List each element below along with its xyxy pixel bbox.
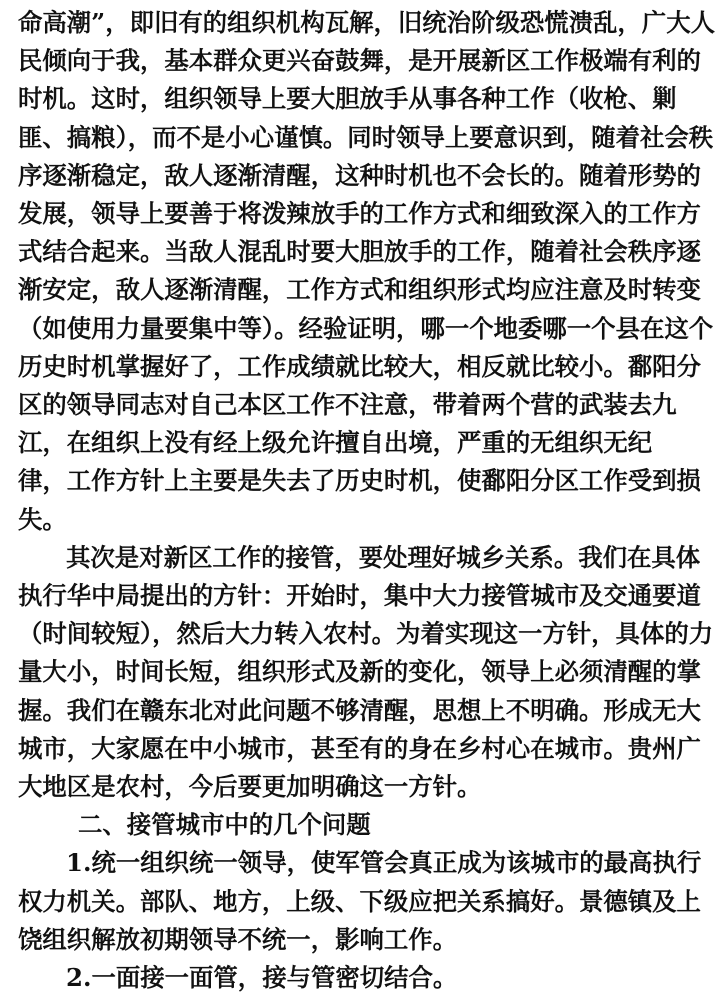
text-line: 律，工作方针上主要是失去了历史时机，使鄱阳分区工作受到损 <box>18 466 701 496</box>
text-line: （时间较短），然后大力转入农村。为着实现这一方针，具体的力 <box>18 619 714 649</box>
text-line: 1.统一组织统一领导，使军管会真正成为该城市的最高执行 <box>66 848 702 878</box>
text-line: （如使用力量要集中等）。经验证明，哪一个地委哪一个县在这个 <box>18 313 714 343</box>
text-line: 式结合起来。当敌人混乱时要大胆放手的工作，随着社会秩序逐 <box>18 237 701 267</box>
text-line: 区的领导同志对自己本区工作不注意，带着两个营的武装去九 <box>18 390 677 420</box>
paragraph-2 <box>18 539 714 806</box>
text-line: 大地区是农村，今后要更加明确这一方针。 <box>18 772 482 802</box>
text-line: 饶组织解放初期领导不统一，影响工作。 <box>18 924 458 954</box>
list-item-2 <box>18 959 626 997</box>
text-line: 命高潮”，即旧有的组织机构瓦解，旧统治阶级恐慌溃乱，广大人 <box>18 8 715 37</box>
text-line: 匪、搞粮），而不是小心谨慎。同时领导上要意识到，随着社会秩 <box>18 122 714 152</box>
text-line: 渐安定，敌人逐渐清醒，工作方式和组织形式均应注意及时转变 <box>18 275 701 305</box>
text-line: 民倾向于我，基本群众更兴奋鼓舞，是开展新区工作极端有利的 <box>18 46 701 76</box>
text-line: 执行华中局提出的方针：开始时，集中大力接管城市及交通要道 <box>18 581 701 611</box>
text-line: 其次是对新区工作的接管，要处理好城乡关系。我们在具体 <box>66 542 701 572</box>
text-line: 时机。这时，组织领导上要大胆放手从事各种工作（收枪、剿 <box>18 84 677 114</box>
text-line: 失。 <box>18 504 67 534</box>
text-line: 量大小，时间长短，组织形式及新的变化，领导上必须清醒的掌 <box>18 657 701 687</box>
list-item-1 <box>18 844 702 959</box>
text-line: 握。我们在赣东北对此问题不够清醒，思想上不明确。形成无大 <box>18 695 701 725</box>
text-line: 2.一面接一面管，接与管密切结合。 <box>66 963 458 993</box>
text-line: 权力机关。部队、地方，上级、下级应把关系搞好。景德镇及上 <box>18 886 701 916</box>
text-line: 城市，大家愿在中小城市，甚至有的身在乡村心在城市。贵州广 <box>18 733 701 763</box>
text-line: 历史时机掌握好了，工作成绩就比较大，相反就比较小。鄱阳分 <box>18 351 701 381</box>
paragraph-1 <box>18 4 715 539</box>
text-line: 江，在组织上没有经上级允许擅自出境，严重的无组织无纪 <box>18 428 653 458</box>
section-heading: 二、接管城市中的几个问题 <box>78 810 371 840</box>
text-line: 序逐渐稳定，敌人逐渐清醒，这种时机也不会长的。随着形势的 <box>18 160 701 190</box>
text-line: 发展，领导上要善于将泼辣放手的工作方式和细致深入的工作方 <box>18 199 701 229</box>
